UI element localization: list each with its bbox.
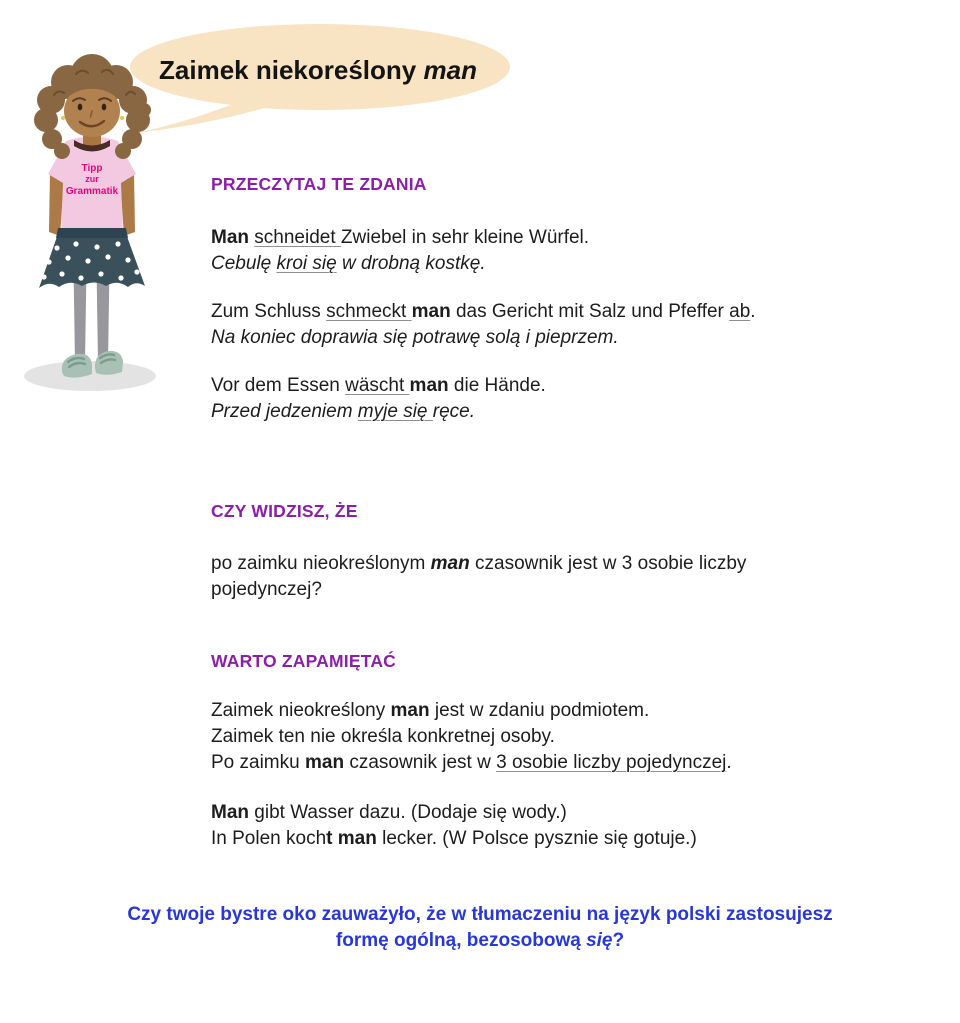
- polish-translation: Cebulę kroi się w drobną kostkę.: [211, 253, 486, 274]
- footer-line: Czy twoje bystre oko zauważyło, że w tłumaczeniu na język polski zastosujesz: [127, 904, 833, 925]
- text-line: pojedynczej?: [211, 579, 322, 600]
- german-sentence: Man schneidet Zwiebel in sehr kleine Würfel.: [211, 227, 590, 248]
- german-sentence: Vor dem Essen wäscht man die Hände.: [211, 375, 546, 396]
- text-line: Zaimek ten nie określa konkretnej osoby.: [211, 726, 555, 747]
- section-heading-warto-zapamietac: WARTO ZAPAMIĘTAĆ: [211, 651, 396, 671]
- svg-text:Grammatik: Grammatik: [65, 186, 119, 197]
- svg-text:Tipp: Tipp: [81, 163, 103, 174]
- example-sentence: Man gibt Wasser dazu. (Dodaje się wody.): [211, 802, 567, 823]
- character-illustration: [2, 50, 182, 400]
- section-heading-czy-widzisz: CZY WIDZISZ, ŻE: [211, 501, 358, 521]
- rules-paragraph: [211, 698, 891, 776]
- sentence-pair-3: [211, 373, 891, 425]
- skirt: [39, 228, 145, 288]
- page-title: Zaimek niekoreślony man: [159, 55, 477, 85]
- polish-translation: Przed jedzeniem myje się ręce.: [211, 401, 476, 422]
- footer-line: formę ogólną, bezosobową się?: [335, 930, 625, 951]
- sentence-pair-1: [211, 225, 891, 277]
- polish-translation: Na koniec doprawia się potrawę solą i pieprzem.: [211, 327, 619, 348]
- examples-paragraph: [211, 800, 891, 852]
- sentence-pair-2: [211, 299, 891, 351]
- svg-text:zur: zur: [85, 174, 99, 184]
- text-line: Po zaimku man czasownik jest w 3 osobie liczby pojedynczej.: [211, 752, 732, 773]
- text-line: po zaimku nieokreślonym man czasownik jest w 3 osobie liczby: [211, 553, 747, 574]
- example-sentence: In Polen kocht man lecker. (W Polsce pysznie się gotuje.): [211, 828, 697, 849]
- section-heading-przeczytaj: PRZECZYTAJ TE ZDANIA: [211, 174, 427, 194]
- observation-paragraph: [211, 551, 891, 603]
- text-line: Zaimek nieokreślony man jest w zdaniu podmiotem.: [211, 700, 650, 721]
- footer-note: [30, 902, 930, 954]
- german-sentence: Zum Schluss schmeckt man das Gericht mit Salz und Pfeffer ab.: [211, 301, 756, 322]
